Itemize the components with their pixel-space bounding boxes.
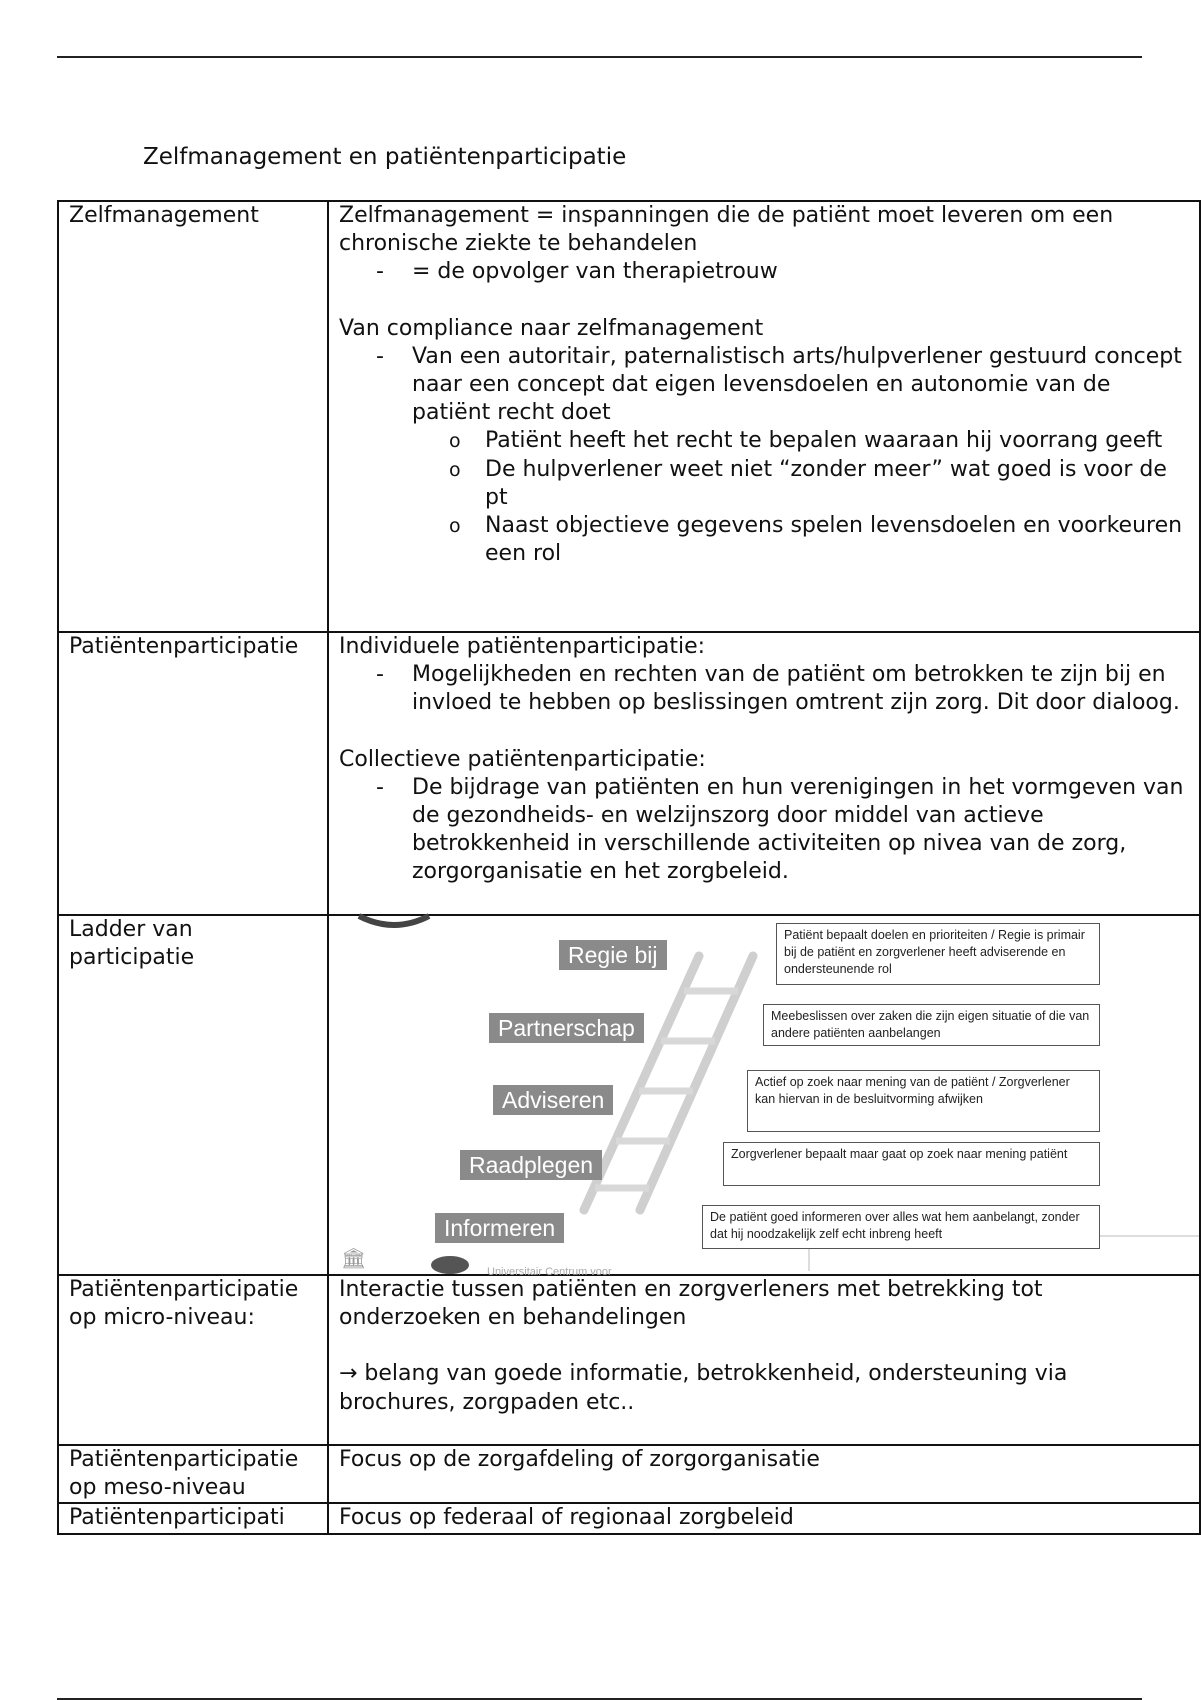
table-row — [58, 1275, 1200, 1445]
bullet-list — [339, 343, 1189, 569]
subheading: Collectieve patiëntenparticipatie: — [339, 746, 706, 772]
row-label: Patiëntenparticipatie — [58, 632, 328, 915]
list-item: - De bijdrage van patiënten en hun verenigingen in het vormgeven van de gezondheids- en welzijnszorg door middel van actieve betrokkenheid in verschillende activiteiten op nivea van de zorg, zorgorganisatie en het zorgbeleid. — [412, 774, 1189, 887]
logo-text: Universitair Centrum voor — [487, 1266, 612, 1278]
row-content: Focus op de zorgafdeling of zorgorganisatie — [328, 1445, 1200, 1503]
subheading: Van compliance naar zelfmanagement — [339, 315, 764, 341]
table-row — [58, 1503, 1200, 1533]
ladder-description: Meebeslissen over zaken die zijn eigen situatie of die van andere patiënten aanbelangen — [763, 1004, 1100, 1046]
row-label: Zelfmanagement — [58, 201, 328, 632]
content-text: → belang van goede informatie, betrokkenheid, ondersteuning via brochures, zorgpaden etc.. — [339, 1361, 1068, 1415]
ladder-step: Raadplegen — [460, 1150, 602, 1180]
sub-bullet-list — [412, 427, 1189, 568]
list-item: o Naast objectieve gegevens spelen levensdoelen en voorkeuren een rol — [485, 512, 1189, 568]
ladder-figure — [329, 916, 1199, 1278]
ladder-description: Zorgverlener bepaalt maar gaat op zoek naar mening patiënt — [723, 1142, 1100, 1186]
list-item: - = de opvolger van therapietrouw — [412, 258, 1189, 286]
page-title: Zelfmanagement en patiëntenparticipatie — [143, 144, 627, 170]
row-label: Patiëntenparticipatie op micro-niveau: — [58, 1275, 328, 1445]
table-row — [58, 201, 1200, 632]
ladder-step: Partnerschap — [489, 1013, 644, 1043]
header-rule — [57, 56, 1142, 58]
table-row — [58, 1445, 1200, 1503]
list-item: o Patiënt heeft het recht te bepalen waaraan hij voorrang geeft — [485, 427, 1189, 455]
subheading: Individuele patiëntenparticipatie: — [339, 634, 706, 659]
notes-table — [57, 200, 1201, 1535]
bullet-list — [339, 258, 1189, 286]
row-label: Patiëntenparticipati — [58, 1503, 328, 1533]
row-label: Ladder van participatie — [58, 915, 328, 1275]
list-item: - Mogelijkheden en rechten van de patiënt om betrokken te zijn bij en invloed te hebben op beslissingen omtrent zijn zorg. Dit door dialoog. — [412, 661, 1189, 717]
content-text: Interactie tussen patiënten en zorgverleners met betrekking tot onderzoeken en behandelingen — [339, 1277, 1043, 1331]
bullet-list — [339, 661, 1189, 717]
row-content — [328, 1275, 1200, 1445]
ladder-step: Regie bij — [559, 940, 667, 970]
table-row — [58, 632, 1200, 915]
list-item: - Van een autoritair, paternalistisch arts/hulpverlener gestuurd concept naar een concept dat eigen levensdoelen en autonomie van de patiënt recht doet o Patiënt heeft het recht te bepalen waaraan hij voorrang geeft o De hulpverlener weet niet “zonder meer” wat goed is voor de pt o Naast objectieve gegevens spelen levensdoelen en voorkeuren een rol — [412, 343, 1189, 569]
university-logo-icon: 🏛 — [341, 1246, 367, 1270]
eye-logo-icon — [431, 1256, 469, 1274]
definition-text: Zelfmanagement = inspanningen die de patiënt moet leveren om een chronische ziekte te behandelen — [339, 203, 1114, 257]
list-item: o De hulpverlener weet niet “zonder meer” wat goed is voor de pt — [485, 456, 1189, 512]
row-label: Patiëntenparticipatie op meso-niveau — [58, 1445, 328, 1503]
table-row — [58, 915, 1200, 1275]
row-content — [328, 201, 1200, 632]
row-content — [328, 632, 1200, 915]
ladder-description: Patiënt bepaalt doelen en prioriteiten / Regie is primair bij de patiënt en zorgverlener heeft adviserende en ondersteunende rol — [776, 923, 1100, 985]
ladder-description: Actief op zoek naar mening van de patiënt / Zorgverlener kan hiervan in de besluitvorming afwijken — [747, 1070, 1100, 1132]
row-content — [328, 915, 1200, 1278]
ladder-step: Informeren — [435, 1213, 564, 1243]
ladder-step: Adviseren — [493, 1085, 613, 1115]
row-content: Focus op federaal of regionaal zorgbeleid — [328, 1503, 1200, 1533]
bullet-list — [339, 774, 1189, 887]
ladder-description: De patiënt goed informeren over alles wat hem aanbelangt, zonder dat hij noodzakelijk zelf echt inbreng heeft — [702, 1205, 1100, 1249]
